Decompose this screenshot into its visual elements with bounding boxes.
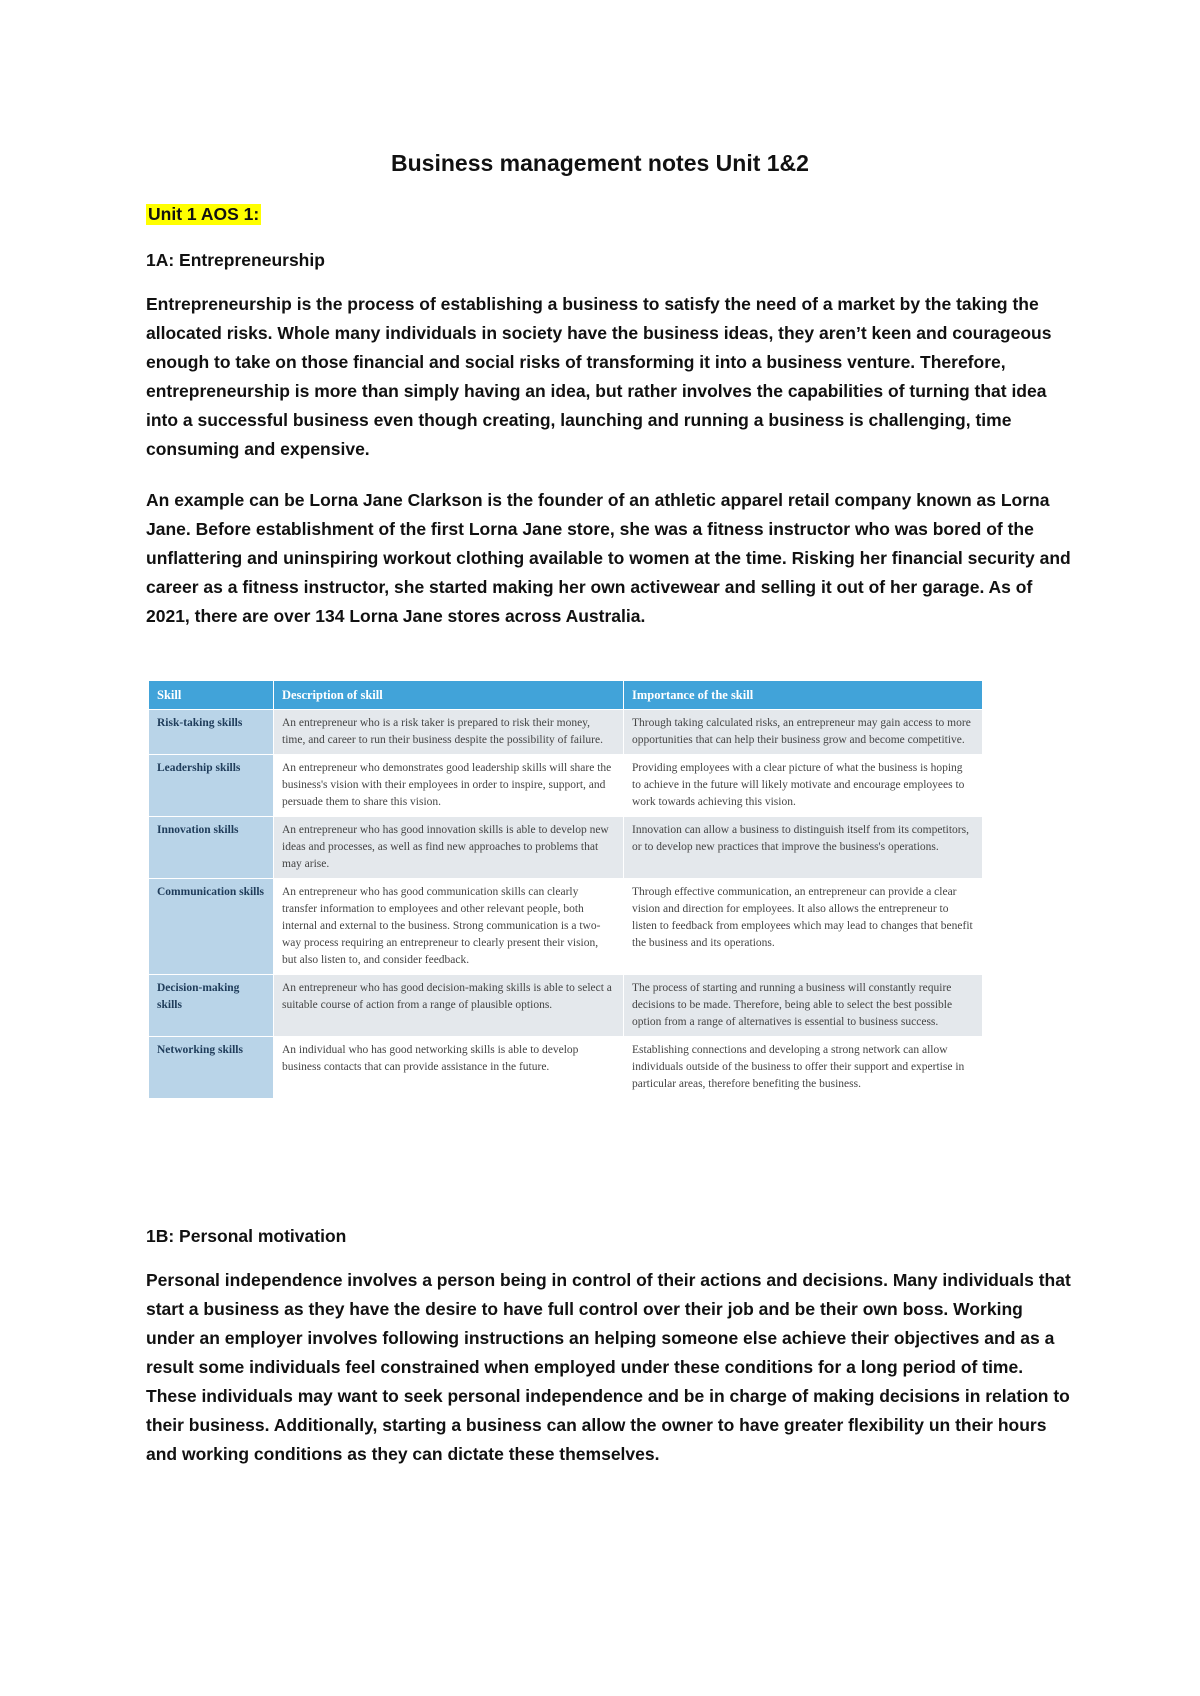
table-header-description: Description of skill (274, 681, 624, 710)
table-cell-skill: Risk-taking skills (149, 710, 274, 755)
table-row (149, 710, 983, 755)
table-header-skill: Skill (149, 681, 274, 710)
table-cell-skill: Communication skills (149, 879, 274, 975)
table-cell-importance: Through effective communication, an entrepreneur can provide a clear vision and direction for employees. It also allows the entrepreneur to listen to feedback from employees which may lead to changes that benefit the business and its operations. (624, 879, 983, 975)
unit-heading-highlighted: Unit 1 AOS 1: (148, 204, 260, 224)
table-row (149, 975, 983, 1037)
table-cell-description: An individual who has good networking skills is able to develop business contacts that can provide assistance in the future. (274, 1037, 624, 1099)
table-row (149, 879, 983, 975)
table-cell-description: An entrepreneur who is a risk taker is prepared to risk their money, time, and career to run their business despite the possibility of failure. (274, 710, 624, 755)
table-row (149, 817, 983, 879)
table-cell-skill: Innovation skills (149, 817, 274, 879)
table-cell-skill: Decision-making skills (149, 975, 274, 1037)
table-cell-importance: Innovation can allow a business to distinguish itself from its competitors, or to develop new practices that improve the business's operations. (624, 817, 983, 879)
table-cell-importance: Establishing connections and developing a strong network can allow individuals outside of the business to offer their support and expertise in particular areas, therefore benefiting the business. (624, 1037, 983, 1099)
table-cell-importance: Through taking calculated risks, an entrepreneur may gain access to more opportunities that can help their business grow and become competitive. (624, 710, 983, 755)
skills-table (148, 680, 982, 1099)
table-row (149, 1037, 983, 1099)
table-header-row (149, 681, 983, 710)
paragraph-personal-motivation: Personal independence involves a person being in control of their actions and decisions. Many individuals that start a business as they have the desire to have full control over their job and be their own boss. Working under an employer involves following instructions an helping someone else achieve their objectives and as a result some individuals feel constrained when employed under these conditions for a long period of time. These individuals may want to seek personal independence and be in charge of making decisions in relation to their business. Additionally, starting a business can allow the owner to have greater flexibility un their hours and working conditions as they can dictate these themselves. (146, 1270, 1071, 1464)
section-heading-1b: 1B: Personal motivation (146, 1226, 347, 1246)
table-row (149, 755, 983, 817)
table-cell-description: An entrepreneur who demonstrates good leadership skills will share the business's vision with their employees in order to inspire, support, and persuade them to share this vision. (274, 755, 624, 817)
table-cell-description: An entrepreneur who has good innovation skills is able to develop new ideas and processes, as well as find new approaches to problems that may arise. (274, 817, 624, 879)
document-title: Business management notes Unit 1&2 (391, 150, 809, 176)
table-cell-description: An entrepreneur who has good communication skills can clearly transfer information to employees and other relevant people, both internal and external to the business. Strong communication is a two-way process requiring an entrepreneur to clearly present their vision, but also listen to, and consider feedback. (274, 879, 624, 975)
table-cell-importance: Providing employees with a clear picture of what the business is hoping to achieve in the future will likely motivate and encourage employees to work towards achieving this vision. (624, 755, 983, 817)
paragraph-entrepreneurship: Entrepreneurship is the process of establishing a business to satisfy the need of a market by the taking the allocated risks. Whole many individuals in society have the business ideas, they aren’t keen and courageous enough to take on those financial and social risks of transforming it into a business venture. Therefore, entrepreneurship is more than simply having an idea, but rather involves the capabilities of turning that idea into a successful business even though creating, launching and running a business is challenging, time consuming and expensive. (146, 294, 1052, 459)
table-cell-skill: Leadership skills (149, 755, 274, 817)
table-cell-importance: The process of starting and running a business will constantly require decisions to be made. Therefore, being able to select the best possible option from a range of alternatives is essential to business success. (624, 975, 983, 1037)
table-header-importance: Importance of the skill (624, 681, 983, 710)
table-cell-description: An entrepreneur who has good decision-making skills is able to select a suitable course of action from a range of plausible options. (274, 975, 624, 1037)
table-cell-skill: Networking skills (149, 1037, 274, 1099)
section-heading-1a: 1A: Entrepreneurship (146, 250, 325, 270)
paragraph-lorna-jane-example: An example can be Lorna Jane Clarkson is the founder of an athletic apparel retail company known as Lorna Jane. Before establishment of the first Lorna Jane store, she was a fitness instructor who was bored of the unflattering and uninspiring workout clothing available to women at the time. Risking her financial security and career as a fitness instructor, she started making her own activewear and selling it out of her garage. As of 2021, there are over 134 Lorna Jane stores across Australia. (146, 490, 1071, 626)
skills-table-image (148, 680, 982, 1210)
